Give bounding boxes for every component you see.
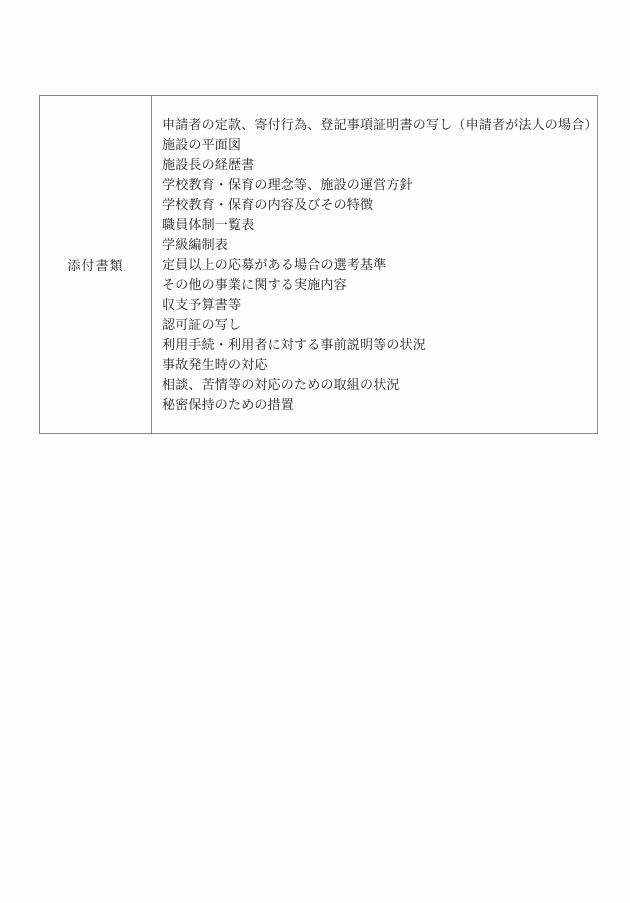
document-list-item: 相談、苦情等の対応のための取組の状況	[162, 378, 400, 393]
document-list-item: 施設の平面図	[162, 138, 242, 153]
document-list-item: 事故発生時の対応	[162, 358, 268, 373]
document-list-item: 認可証の写し	[162, 318, 242, 333]
document-list-item: 学校教育・保育の内容及びその特徴	[162, 198, 374, 213]
document-list-item: 秘密保持のための措置	[162, 398, 295, 413]
document-list-item: 施設長の経歴書	[162, 158, 255, 173]
document-list-item: 定員以上の応募がある場合の選考基準	[162, 258, 387, 273]
document-list-item: 職員体制一覧表	[162, 218, 255, 233]
document-list-item: 学級編制表	[162, 238, 229, 253]
document-list-item: 利用手続・利用者に対する事前説明等の状況	[162, 338, 427, 353]
document-list-item: 学校教育・保育の理念等、施設の運営方針	[162, 178, 413, 193]
row-header-attached-documents: 添付書類	[67, 259, 124, 274]
document-list-item: 収支予算書等	[162, 298, 242, 313]
document-list	[151, 96, 606, 433]
attached-documents-table	[39, 95, 598, 434]
document-list-item: 申請者の定款、寄付行為、登記事項証明書の写し（申請者が法人の場合）	[162, 118, 598, 133]
document-list-item: その他の事業に関する実施内容	[162, 278, 347, 293]
